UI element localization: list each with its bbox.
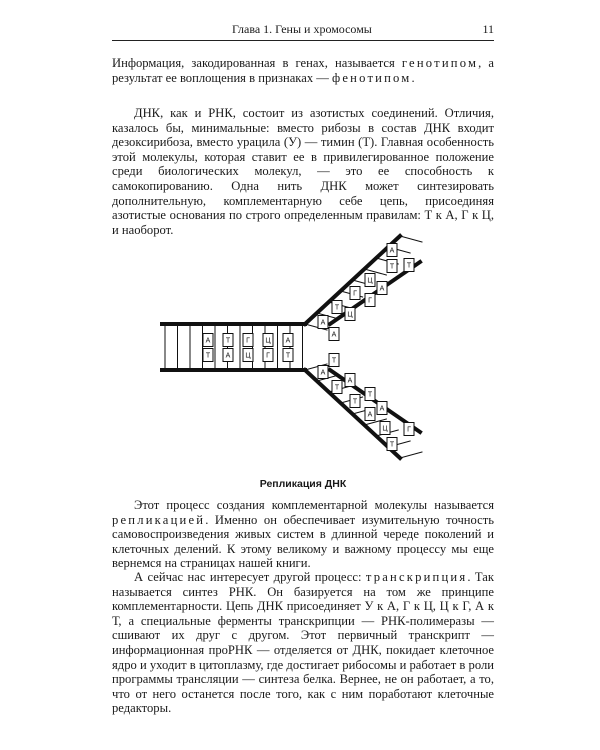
upper-arm-rung	[400, 236, 422, 242]
upper-outer-base-letter: Т	[334, 304, 340, 312]
upper-inner-base-letter: А	[379, 285, 385, 293]
p1-text-c: .	[411, 70, 415, 85]
paragraph-dna: ДНК, как и РНК, состоит из азотистых соединений. Отличия, казалось бы, минимальные: вместо рибозы в состав ДНК входит дезоксирибоза, вместо урацила (У) — тимин (Т). Главная особенность этой молекулы, которая ставит ее в привилегированное положение среди биологических молекул, — это ее способность к самокопированию. Одна нить ДНК может синтезировать дополнительную, комплементарную себе цепь, присоединяя азотистые основания по строго определенным правилам: Т к А, Г к Ц, и наоборот.	[112, 106, 494, 237]
lower-arm-rung	[400, 452, 422, 458]
stem-bottom-base-letter: Т	[285, 352, 291, 360]
page-number: 11	[482, 22, 494, 36]
stem-bottom-base-letter: Т	[205, 352, 211, 360]
upper-inner-base-letter: Т	[406, 262, 412, 270]
upper-inner-base-letter: Ц	[347, 311, 353, 319]
dna-replication-figure	[160, 222, 450, 477]
stem-bottom-base-letter: А	[225, 352, 231, 360]
stem-top-base-letter: Ц	[265, 337, 271, 345]
upper-inner-base-letter: Г	[368, 297, 372, 305]
upper-inner-base-letter: А	[331, 331, 337, 339]
p3-text-b: . Именно он обеспечивает изумительную точность самовоспроизведения живых систем в длинной череде поколений и клеточных делений. К этому великому и важному процессу мы еще вернемся на страницах нашей книги.	[112, 512, 494, 571]
term-replication: репликацией	[112, 512, 206, 527]
chapter-title: Глава 1. Гены и хромосомы	[232, 22, 372, 36]
page-header	[112, 22, 494, 42]
lower-inner-base-letter: Т	[331, 357, 337, 365]
lower-outer-base-letter: Т	[352, 398, 358, 406]
stem-top-base-letter: А	[205, 337, 211, 345]
lower-inner-base-letter: А	[379, 405, 385, 413]
term-transcription: транскрипция	[365, 570, 468, 584]
stem-top-base-letter: А	[285, 337, 291, 345]
p1-text-b: , а результат ее воплощения в признаках —	[112, 56, 494, 85]
p4-text-b: . Так называется синтез РНК. Он базируется на том же принципе комплементарности. Цепь ДНК присоединяет У к А, Г к Ц, Ц к Г, А к Т, а специальные ферменты транскрипции — РНК-полимеразы — сшивают их друг с другом. Этот первичный транскрипт — информационная проРНК — отделяется от ДНК, покидает клеточное ядро и уходит в цитоплазму, где достигает рибосомы и работает в роли программы трансляции — синтеза белка. Вернее, не он работает, а то, что от него останется после того, как с ним поработают клеточные редакторы.	[112, 570, 494, 716]
lower-outer-base-letter: А	[367, 411, 373, 419]
paragraph-transcription	[112, 570, 494, 716]
stem-bottom-base-letter: Г	[266, 352, 270, 360]
stem-top-base-letter: Г	[246, 337, 250, 345]
p4-text-a: А сейчас нас интересует другой процесс:	[134, 570, 362, 584]
lower-outer-base-letter: А	[320, 369, 326, 377]
paragraph-genotype	[112, 56, 494, 85]
lower-outer-base-letter: Ц	[382, 425, 388, 433]
stem-top-base-letter: Т	[225, 337, 231, 345]
upper-outer-base-letter: А	[389, 247, 395, 255]
term-phenotype: фенотипом	[332, 70, 412, 85]
p3-text-a: Этот процесс создания комплементарной молекулы называется	[134, 498, 494, 512]
lower-outer-base-letter: Т	[334, 384, 340, 392]
lower-inner-base-letter: Г	[407, 426, 411, 434]
upper-outer-base-letter: Г	[353, 290, 357, 298]
p1-text-a: Информация, закодированная в генах, называется	[112, 56, 395, 70]
upper-outer-base-letter: А	[320, 319, 326, 327]
upper-outer-base-letter: Ц	[367, 277, 373, 285]
lower-inner-base-letter: А	[347, 377, 353, 385]
header-rule	[112, 40, 494, 41]
figure-caption: Репликация ДНК	[259, 478, 347, 490]
term-genotype: генотипом	[401, 56, 479, 70]
lower-inner-base-letter: Т	[367, 391, 373, 399]
upper-outer-base-letter: Т	[389, 263, 395, 271]
stem-bottom-base-letter: Ц	[245, 352, 251, 360]
lower-outer-base-letter: Т	[389, 441, 395, 449]
paragraph-replication	[112, 498, 494, 571]
